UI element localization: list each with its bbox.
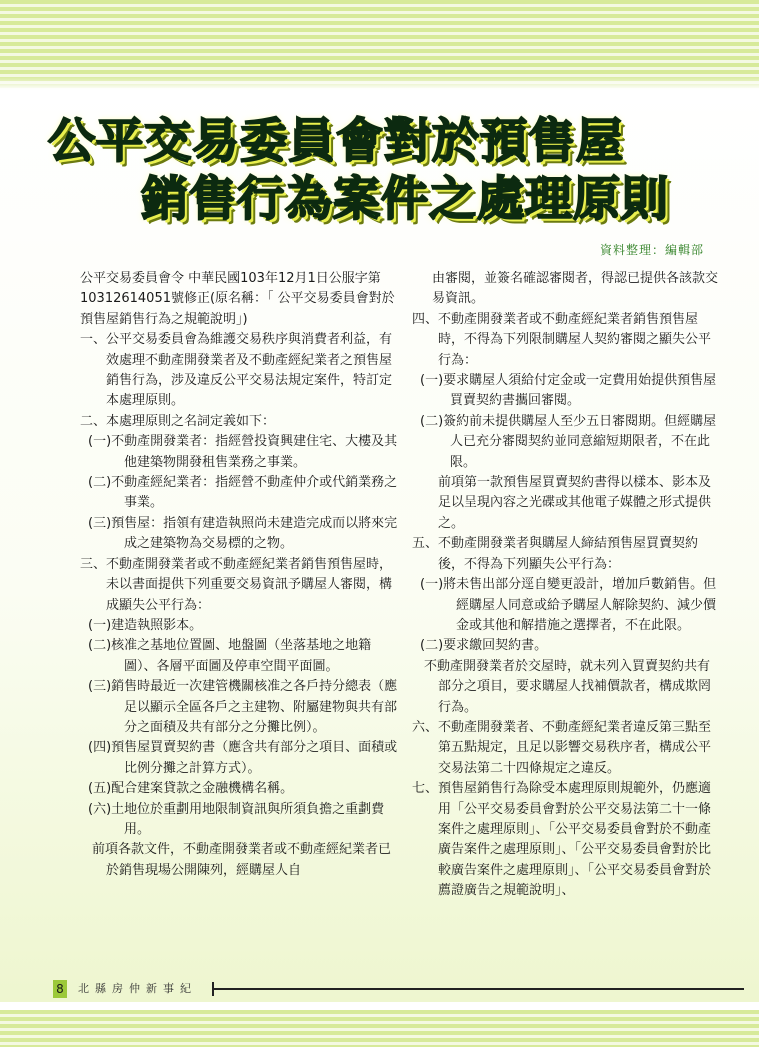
clause-4-item-1: (一)要求購屋人須給付定金或一定費用始提供預售屋買賣契約書攜回審閱。 xyxy=(420,373,717,409)
right-column xyxy=(412,269,722,902)
clause-3-item-1: (一)建造執照影本。 xyxy=(88,617,203,633)
clause-3-note-continued: 由審閱，並簽名確認審閱者，得認已提供各該款交易資訊。 xyxy=(432,271,719,307)
clause-5: 五、不動產開發業者與購屋人締結預售屋買賣契約後，不得為下列顯失公平行為： xyxy=(412,536,699,572)
bottom-stripe-band xyxy=(0,1010,759,1047)
page-number: 8 xyxy=(53,980,67,998)
clause-4-item-2: (二)簽約前未提供購屋人至少五日審閱期。但經購屋人已充分審閱契約並同意縮短期限者，不在此限。 xyxy=(420,413,717,470)
clause-5-item-1: (一)將未售出部分逕自變更設計，增加戶數銷售。但經購屋人同意或給予購屋人解除契約、減少價金或其他和解措施之選擇者，不在此限。 xyxy=(420,577,717,633)
clause-5-item-2: (二)要求繳回契約書。 xyxy=(420,638,548,654)
clause-3-item-2: (二)核准之基地位置圖、地盤圖（坐落基地之地籍圖）、各層平面圖及停車空間平面圖。 xyxy=(88,638,372,674)
article-title-line-2: 銷售行為案件之處理原則 xyxy=(141,172,669,227)
journal-name: 北縣房仲新事紀 xyxy=(78,982,197,995)
footer-rule xyxy=(214,988,744,990)
clause-4: 四、不動產開發業者或不動產經紀業者銷售預售屋時，不得為下列限制購屋人契約審閱之顯失公平行為： xyxy=(412,311,712,368)
left-column xyxy=(80,269,398,881)
decree-header: 公平交易委員會令 中華民國103年12月1日公服字第10312614051號修正(原名稱：「 公平交易委員會對於預售屋銷售行為之規範說明」) xyxy=(80,271,395,327)
editor-credit: 資料整理：編輯部 xyxy=(600,243,705,257)
clause-6: 六、不動產開發業者、不動產經紀業者違反第三點至第五點規定，且足以影響交易秩序者，構成公平交易法第二十四條規定之違反。 xyxy=(412,719,712,776)
clause-5-note: 不動產開發業者於交屋時，就未列入買賣契約共有部分之項目，要求購屋人找補價款者，構成欺罔行為。 xyxy=(424,658,712,715)
clause-7: 七、預售屋銷售行為除受本處理原則規範外，仍應適用「公平交易委員會對於公平交易法第二十一條案件之處理原則」、「公平交易委員會對於不動產廣告案件之處理原則」、「公平交易委員會對於比較廣告案件之處理原則」、「公平交易委員會對於薦證廣告之規範說明」、 xyxy=(412,781,712,899)
clause-3-item-5: (五)配合建案貸款之金融機構名稱。 xyxy=(88,781,294,797)
clause-4-note: 前項第一款預售屋買賣契約書得以樣本、影本及足以呈現內容之光碟或其他電子媒體之形式提供之。 xyxy=(438,475,712,531)
clause-1: 一、公平交易委員會為維護交易秩序與消費者利益，有效處理不動產開發業者及不動產經紀業者之預售屋銷售行為，涉及違反公平交易法規定案件，特訂定本處理原則。 xyxy=(80,332,393,409)
clause-3-item-3: (三)銷售時最近一次建管機關核准之各戶持分總表（應足以顯示全區各戶之主建物、附屬建物與共有部分之面積及共有部分之分攤比例）。 xyxy=(88,679,398,735)
top-stripe-band xyxy=(0,0,759,90)
clause-2-item-2: (二)不動產經紀業者：指經營不動產仲介或代銷業務之事業。 xyxy=(88,475,398,511)
clause-3-note: 前項各款文件，不動產開發業者或不動產經紀業者已於銷售現場公開陳列，經購屋人自 xyxy=(92,842,392,878)
clause-3-item-6: (六)土地位於重劃用地限制資訊與所須負擔之重劃費用。 xyxy=(88,801,385,837)
article-title-line-1: 公平交易委員會對於預售屋 xyxy=(48,114,624,169)
clause-2-item-1: (一)不動產開發業者：指經營投資興建住宅、大樓及其他建築物開發租售業務之事業。 xyxy=(88,434,398,470)
clause-2-item-3: (三)預售屋：指領有建造執照尚未建造完成而以將來完成之建築物為交易標的之物。 xyxy=(88,515,398,552)
clause-3-item-4: (四)預售屋買賣契約書（應含共有部分之項目、面積或比例分攤之計算方式）。 xyxy=(88,740,398,776)
clause-3: 三、不動產開發業者或不動產經紀業者銷售預售屋時，未以書面提供下列重要交易資訊予購屋人審閱，構成顯失公平行為： xyxy=(80,556,393,613)
clause-2: 二、本處理原則之名詞定義如下： xyxy=(80,413,276,429)
